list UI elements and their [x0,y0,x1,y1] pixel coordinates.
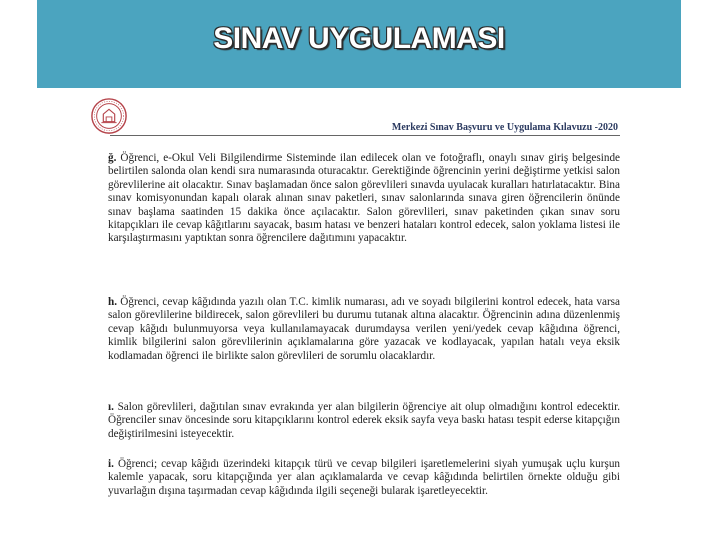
paragraph-i-dotless [108,401,620,441]
paragraph-i [108,458,620,498]
paragraph-marker: i. [108,458,114,470]
paragraph-marker: ğ. [108,152,117,164]
slide-title: SINAV UYGULAMASI [213,22,505,55]
paragraph-h [108,296,620,363]
paragraph-marker: h. [108,296,118,308]
slide-title-bar [37,0,681,88]
paragraph-text: Öğrenci, e-Okul Veli Bilgilendirme Sisteminde ilan edilecek olan ve fotoğraflı, onaylı sınav giriş belgesinde belirtilen salonda olan kendi sıra numarasında oturacaktır. Gerektiğinde öğrencinin yerini değiştirme yetkisi salon görevlilerine ait olacaktır. Sınav başlamadan önce salon görevlileri sınavda uyulacak kuralları hatırlatacaktır. Bina sınav komisyonundan kapalı olarak alınan sınav paketleri, sınav salonlarında sınava giren öğrencilerin önünde sınav başlama saatinden 15 dakika önce açılacaktır. Salon görevlileri, sınav paketinden çıkan sınav soru kitapçıkları ile cevap kâğıtlarını sayacak, basım hatası ve benzeri hataları kontrol edecek, salon yoklama listesi ile karşılaştırmasını yaptıktan sonra öğrencilere dağıtımını yapacaktır. [108,152,621,245]
paragraph-g [108,152,620,246]
header-divider [110,135,620,136]
paragraph-text: Öğrenci, cevap kâğıdında yazılı olan T.C. kimlik numarası, adı ve soyadı bilgilerini kontrol edecek, hata varsa salon görevlilerine bildirecek, salon görevlileri bu durumu tutanak altına alacaktır. Öğrencinin adına düzenlenmiş cevap kâğıdı bulunmuyorsa veya kullanılamayacak durumdaysa verilen yeni/yedek cevap kâğıdına öğrenci, kimlik bilgilerini salon görevlilerinin açıklamalarına göre yazacak ve kodlayacak, yapılan hatalı veya eksik kodlamadan öğrenci ile birlikte salon görevlileri de sorumlu olacaklardır. [108,296,620,362]
ministry-seal-icon [90,97,128,135]
document-header: Merkezi Sınav Başvuru ve Uygulama Kılavuzu -2020 [391,122,618,133]
document-scan [70,92,650,532]
paragraph-text: Salon görevlileri, dağıtılan sınav evrakında yer alan bilgilerin öğrenciye ait olup olmadığını kontrol edecektir. Öğrenciler sınav öncesinde soru kitapçıklarını kontrol ederek eksik sayfa veya baskı hatası tespit ederse kitapçığın değiştirilmesini isteyecektir. [108,401,620,440]
paragraph-text: Öğrenci; cevap kâğıdı üzerindeki kitapçık türü ve cevap bilgileri işaretlemelerini siyah yumuşak uçlu kurşun kalemle yapacak, soru kitapçığında yer alan açıklamalarda ve cevap kâğıdında belirtilen örnekte olduğu gibi yuvarlağın dışına taşırmadan cevap kâğıdında ilgili seçeneği bularak işaretleyecektir. [108,458,621,497]
paragraph-marker: ı. [108,401,114,413]
